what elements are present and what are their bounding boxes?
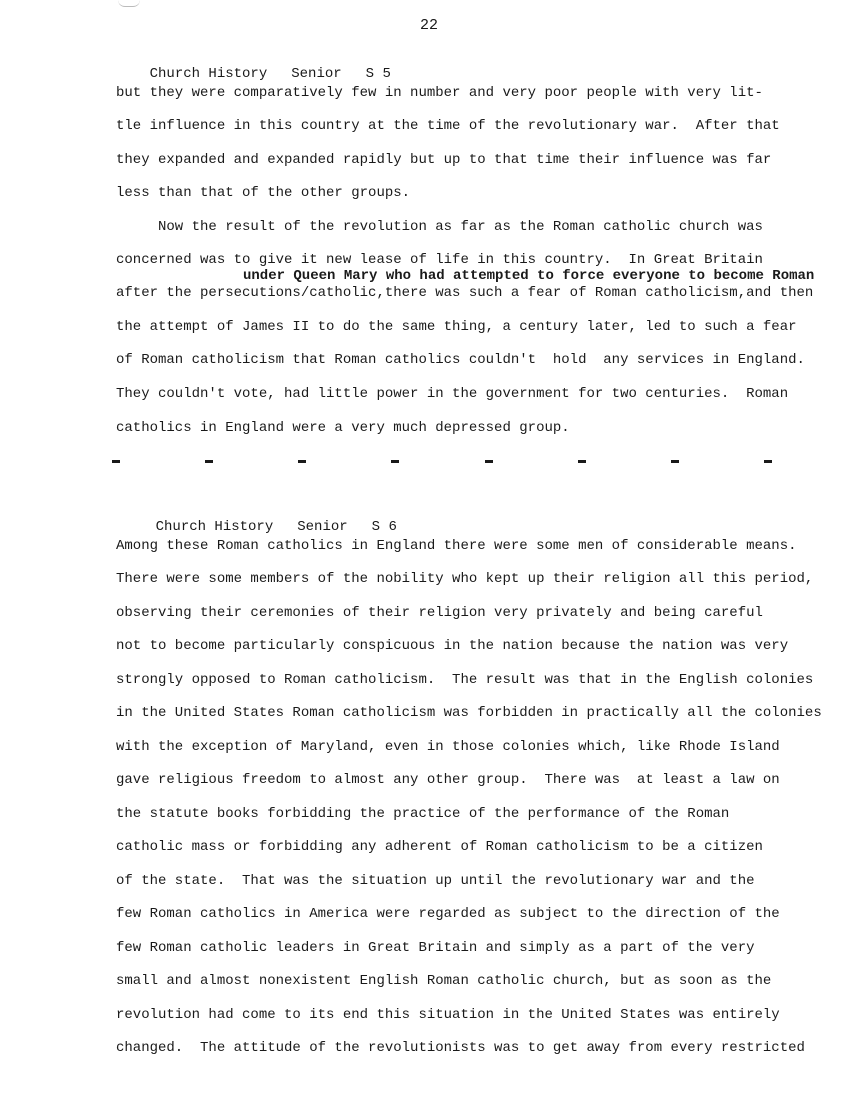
divider-dash: [485, 460, 493, 463]
header-code: S 6: [371, 519, 397, 535]
text-line: not to become particularly conspicuous in the nation because the nation was very: [116, 638, 789, 654]
text-line: observing their ceremonies of their religion very privately and being careful: [116, 605, 763, 621]
text-line: There were some members of the nobility who kept up their religion all this period,: [116, 571, 814, 587]
text-line: few Roman catholic leaders in Great Britain and simply as a part of the very: [116, 940, 755, 956]
text-line: catholics in England were a very much depressed group.: [116, 420, 570, 436]
header-code: S 5: [365, 66, 391, 82]
text-line: the attempt of James II to do the same thing, a century later, led to such a fear: [116, 319, 797, 335]
text-line: concerned was to give it new lease of life in this country. In Great Britain: [116, 252, 763, 268]
text-line: Among these Roman catholics in England there were some men of considerable means.: [116, 538, 797, 554]
text-line: small and almost nonexistent English Roman catholic church, but as soon as the: [116, 973, 772, 989]
text-line: gave religious freedom to almost any other group. There was at least a law on: [116, 772, 780, 788]
divider-dash: [205, 460, 213, 463]
text-line: strongly opposed to Roman catholicism. The result was that in the English colonies: [116, 672, 814, 688]
section-divider: [112, 454, 772, 468]
divider-dash: [578, 460, 586, 463]
text-line: catholic mass or forbidding any adherent of Roman catholicism to be a citizen: [116, 839, 763, 855]
scan-mark: [118, 0, 140, 7]
divider-dash: [298, 460, 306, 463]
text-line: They couldn't vote, had little power in the government for two centuries. Roman: [116, 386, 789, 402]
text-line: the statute books forbidding the practice of the performance of the Roman: [116, 806, 730, 822]
text-line: they expanded and expanded rapidly but up to that time their influence was far: [116, 152, 772, 168]
divider-dash: [671, 460, 679, 463]
header-level: Senior: [297, 519, 348, 535]
divider-dash: [764, 460, 772, 463]
header-level: Senior: [291, 66, 342, 82]
divider-dash: [391, 460, 399, 463]
text-line: after the persecutions/catholic,there was such a fear of Roman catholicism,and then: [116, 285, 814, 301]
text-line: few Roman catholics in America were regarded as subject to the direction of the: [116, 906, 780, 922]
text-line: less than that of the other groups.: [116, 185, 411, 201]
header-subject: Church History: [149, 66, 268, 82]
text-line: tle influence in this country at the time of the revolutionary war. After that: [116, 118, 780, 134]
page-number: 22: [420, 17, 439, 34]
text-line: in the United States Roman catholicism was forbidden in practically all the colonies: [116, 705, 822, 721]
text-line: of the state. That was the situation up until the revolutionary war and the: [116, 873, 755, 889]
divider-dash: [112, 460, 120, 463]
interlinear-insertion: under Queen Mary who had attempted to force everyone to become Roman: [243, 268, 815, 284]
text-line: of Roman catholicism that Roman catholics couldn't hold any services in England.: [116, 352, 805, 368]
text-line: revolution had come to its end this situation in the United States was entirely: [116, 1007, 780, 1023]
text-line: changed. The attitude of the revolutionists was to get away from every restricted: [116, 1040, 805, 1056]
text-line: Now the result of the revolution as far as the Roman catholic church was: [116, 219, 763, 235]
header-subject: Church History: [155, 519, 274, 535]
text-line: but they were comparatively few in number and very poor people with very lit-: [116, 85, 763, 101]
text-line: with the exception of Maryland, even in those colonies which, like Rhode Island: [116, 739, 780, 755]
